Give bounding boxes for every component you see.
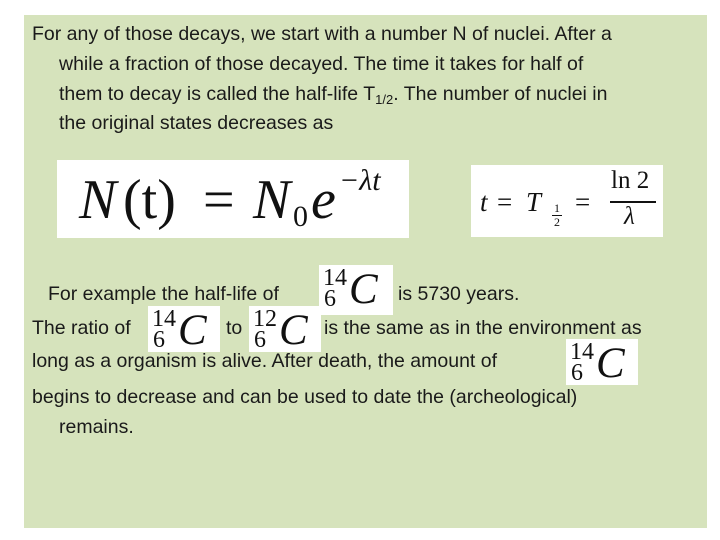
formula-half-numerator: 1 — [554, 201, 560, 215]
formula-lambda-denominator: λ — [624, 203, 635, 230]
half-life-subscript: 1/2 — [375, 92, 394, 107]
nuclide-symbol: C — [178, 307, 207, 352]
formula-t-lhs: t — [480, 187, 488, 217]
nuclide-mass-number: 14 — [152, 306, 176, 332]
example-line-2-middle: to — [226, 317, 243, 339]
nuclide-atomic-number: 6 — [153, 327, 165, 352]
formula-ln2-numerator: ln 2 — [611, 167, 650, 194]
intro-line-3 — [59, 80, 607, 110]
formula-n-symbol: N — [79, 169, 117, 231]
nuclide-atomic-number: 6 — [254, 327, 266, 352]
formula-half-life — [471, 165, 663, 237]
formula-n0-subscript: 0 — [293, 200, 308, 233]
intro-line-4: the original states decreases as — [59, 112, 334, 134]
example-line-1-after: is 5730 years. — [398, 283, 520, 305]
nuclide-symbol: C — [596, 340, 625, 385]
nuclide-atomic-number: 6 — [324, 286, 336, 312]
intro-line-3-suffix: . The number of nuclei in — [393, 83, 608, 105]
nuclide-carbon-14 — [566, 339, 638, 385]
formula-t-argument: (t) — [123, 169, 176, 231]
nuclide-mass-number: 14 — [570, 339, 594, 365]
formula-t-half-symbol: T — [526, 187, 542, 217]
example-line-4: begins to decrease and can be used to date the (archeological) — [32, 386, 578, 408]
formula-n0-symbol: N — [253, 169, 291, 231]
nuclide-carbon-14 — [148, 306, 220, 352]
formula-e-base: e — [311, 169, 336, 231]
example-line-2-before: The ratio of — [32, 317, 131, 339]
nuclide-symbol: C — [279, 307, 308, 352]
formula-decay-law — [57, 160, 409, 238]
nuclide-mass-number: 12 — [253, 306, 277, 332]
formula-equals-1: = — [497, 187, 513, 217]
nuclide-symbol: C — [349, 266, 378, 313]
nuclide-atomic-number: 6 — [571, 360, 583, 385]
example-line-3: long as a organism is alive. After death, the amount of — [32, 350, 498, 372]
example-line-1-before: For example the half-life of — [48, 283, 279, 305]
example-line-5: remains. — [59, 416, 134, 438]
formula-half-denominator: 2 — [554, 215, 560, 229]
formula-equals-2: = — [575, 187, 591, 217]
example-line-2-after: is the same as in the environment as — [324, 317, 642, 339]
nuclide-carbon-12 — [249, 306, 321, 352]
intro-line-2: while a fraction of those decayed. The time it takes for half of — [59, 53, 584, 75]
formula-exponent: −λt — [339, 164, 381, 197]
nuclide-carbon-14 — [319, 265, 393, 315]
nuclide-mass-number: 14 — [323, 265, 347, 291]
intro-line-1: For any of those decays, we start with a number N of nuclei. After a — [32, 23, 612, 45]
formula-equals: = — [203, 169, 235, 231]
intro-line-3-prefix: them to decay is called the half-life T — [59, 83, 376, 105]
